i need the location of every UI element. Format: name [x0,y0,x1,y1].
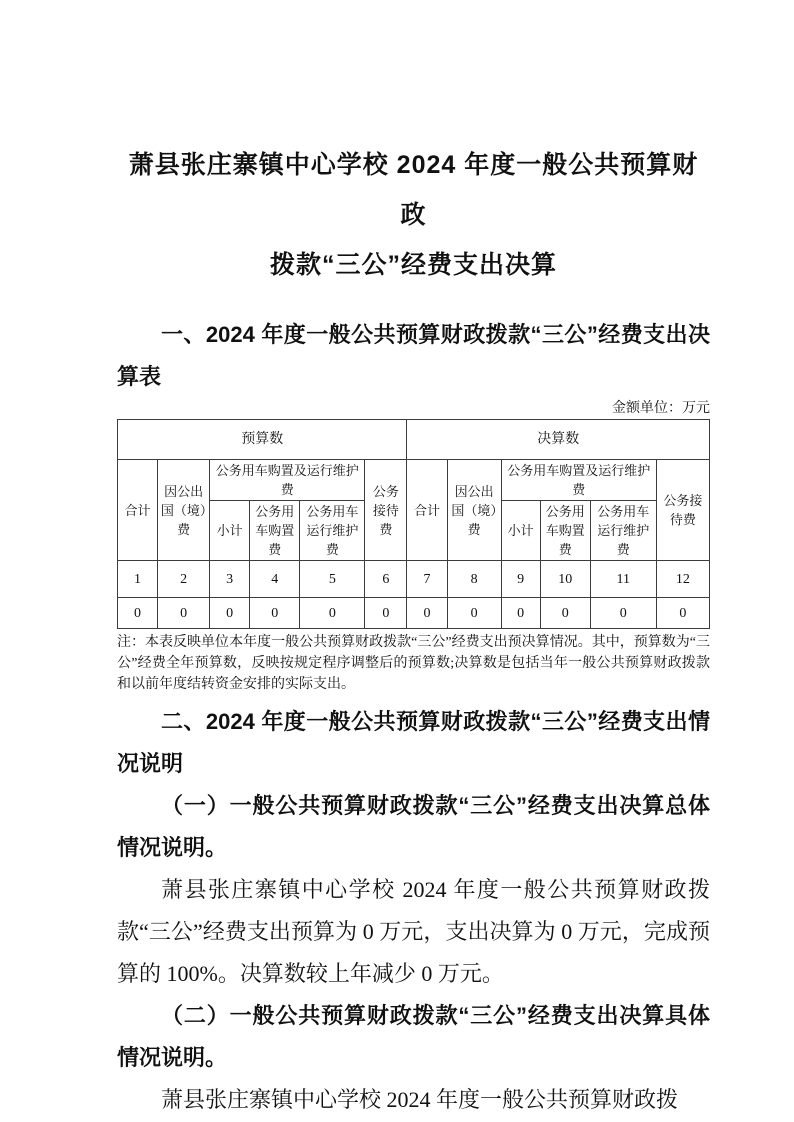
value-cell: 0 [365,598,407,629]
table-header-row [118,460,710,501]
table-note: 注：本表反映单位本年度一般公共预算财政拨款“三公”经费支出预决算情况。其中，预算数为“三公”经费全年预算数，反映按规定程序调整后的预算数;决算数是包括当年一般公共预算财政拨款和以前年度结转资金安排的实际支出。 [117,635,710,692]
budget-purchase-header: 公务用车购置费 [250,501,300,561]
section-1-heading: 一、2024 年度一般公共预算财政拨款“三公”经费支出决算表 [117,322,710,389]
final-maintenance-header: 公务用车运行维护费 [590,501,656,561]
table-group-row [118,420,710,460]
column-number-cell: 7 [407,561,447,598]
document-title [117,140,710,290]
final-subtotal-header: 小计 [501,501,540,561]
section-2-heading: 二、2024 年度一般公共预算财政拨款“三公”经费支出情况说明 [117,709,710,776]
value-cell: 0 [590,598,656,629]
final-group-header: 决算数 [407,420,710,460]
subsection-1-heading: （一）一般公共预算财政拨款“三公”经费支出决算总体情况说明。 [117,793,710,860]
value-cell: 0 [447,598,501,629]
column-number-cell: 11 [590,561,656,598]
value-cell: 0 [300,598,365,629]
column-number-cell: 12 [656,561,709,598]
final-reception-header: 公务接待费 [656,460,709,561]
overall-situation-paragraph: 萧县张庄寨镇中心学校 2024 年度一般公共预算财政拨款“三公”经费支出预算为 0 万元，支出决算为 0 万元，完成预算的 100%。决算数较上年减少 0 万元。 [117,877,710,986]
value-row [118,598,710,629]
column-number-cell: 10 [540,561,590,598]
value-cell: 0 [250,598,300,629]
value-cell: 0 [501,598,540,629]
budget-total-header: 合计 [118,460,158,561]
value-cell: 0 [540,598,590,629]
budget-group-header: 预算数 [118,420,407,460]
column-number-cell: 3 [210,561,250,598]
value-cell: 0 [407,598,447,629]
column-number-cell: 1 [118,561,158,598]
subsection-2-heading: （二）一般公共预算财政拨款“三公”经费支出决算具体情况说明。 [117,1003,710,1070]
column-number-cell: 6 [365,561,407,598]
value-cell: 0 [210,598,250,629]
final-purchase-header: 公务用车购置费 [540,501,590,561]
value-cell: 0 [656,598,709,629]
value-cell: 0 [118,598,158,629]
column-number-cell: 9 [501,561,540,598]
document-title-line-1: 萧县张庄寨镇中心学校 2024 年度一般公共预算财政 [128,151,699,229]
budget-maintenance-header: 公务用车运行维护费 [300,501,365,561]
final-total-header: 合计 [407,460,447,561]
amount-unit-label: 金额单位：万元 [612,401,710,416]
budget-vehicle-header: 公务用车购置及运行维护费 [210,460,365,501]
column-number-cell: 2 [158,561,210,598]
budget-reception-header: 公务接待费 [365,460,407,561]
budget-subtotal-header: 小计 [210,501,250,561]
column-number-row [118,561,710,598]
sangong-expense-table [117,419,710,629]
column-number-cell: 5 [300,561,365,598]
column-number-cell: 8 [447,561,501,598]
document-title-line-2: 拨款“三公”经费支出决算 [269,251,557,279]
column-number-cell: 4 [250,561,300,598]
value-cell: 0 [158,598,210,629]
detail-situation-paragraph: 萧县张庄寨镇中心学校 2024 年度一般公共预算财政拨 [161,1087,679,1112]
budget-abroad-header: 因公出国（境）费 [158,460,210,561]
final-vehicle-header: 公务用车购置及运行维护费 [501,460,656,501]
final-abroad-header: 因公出国（境）费 [447,460,501,561]
